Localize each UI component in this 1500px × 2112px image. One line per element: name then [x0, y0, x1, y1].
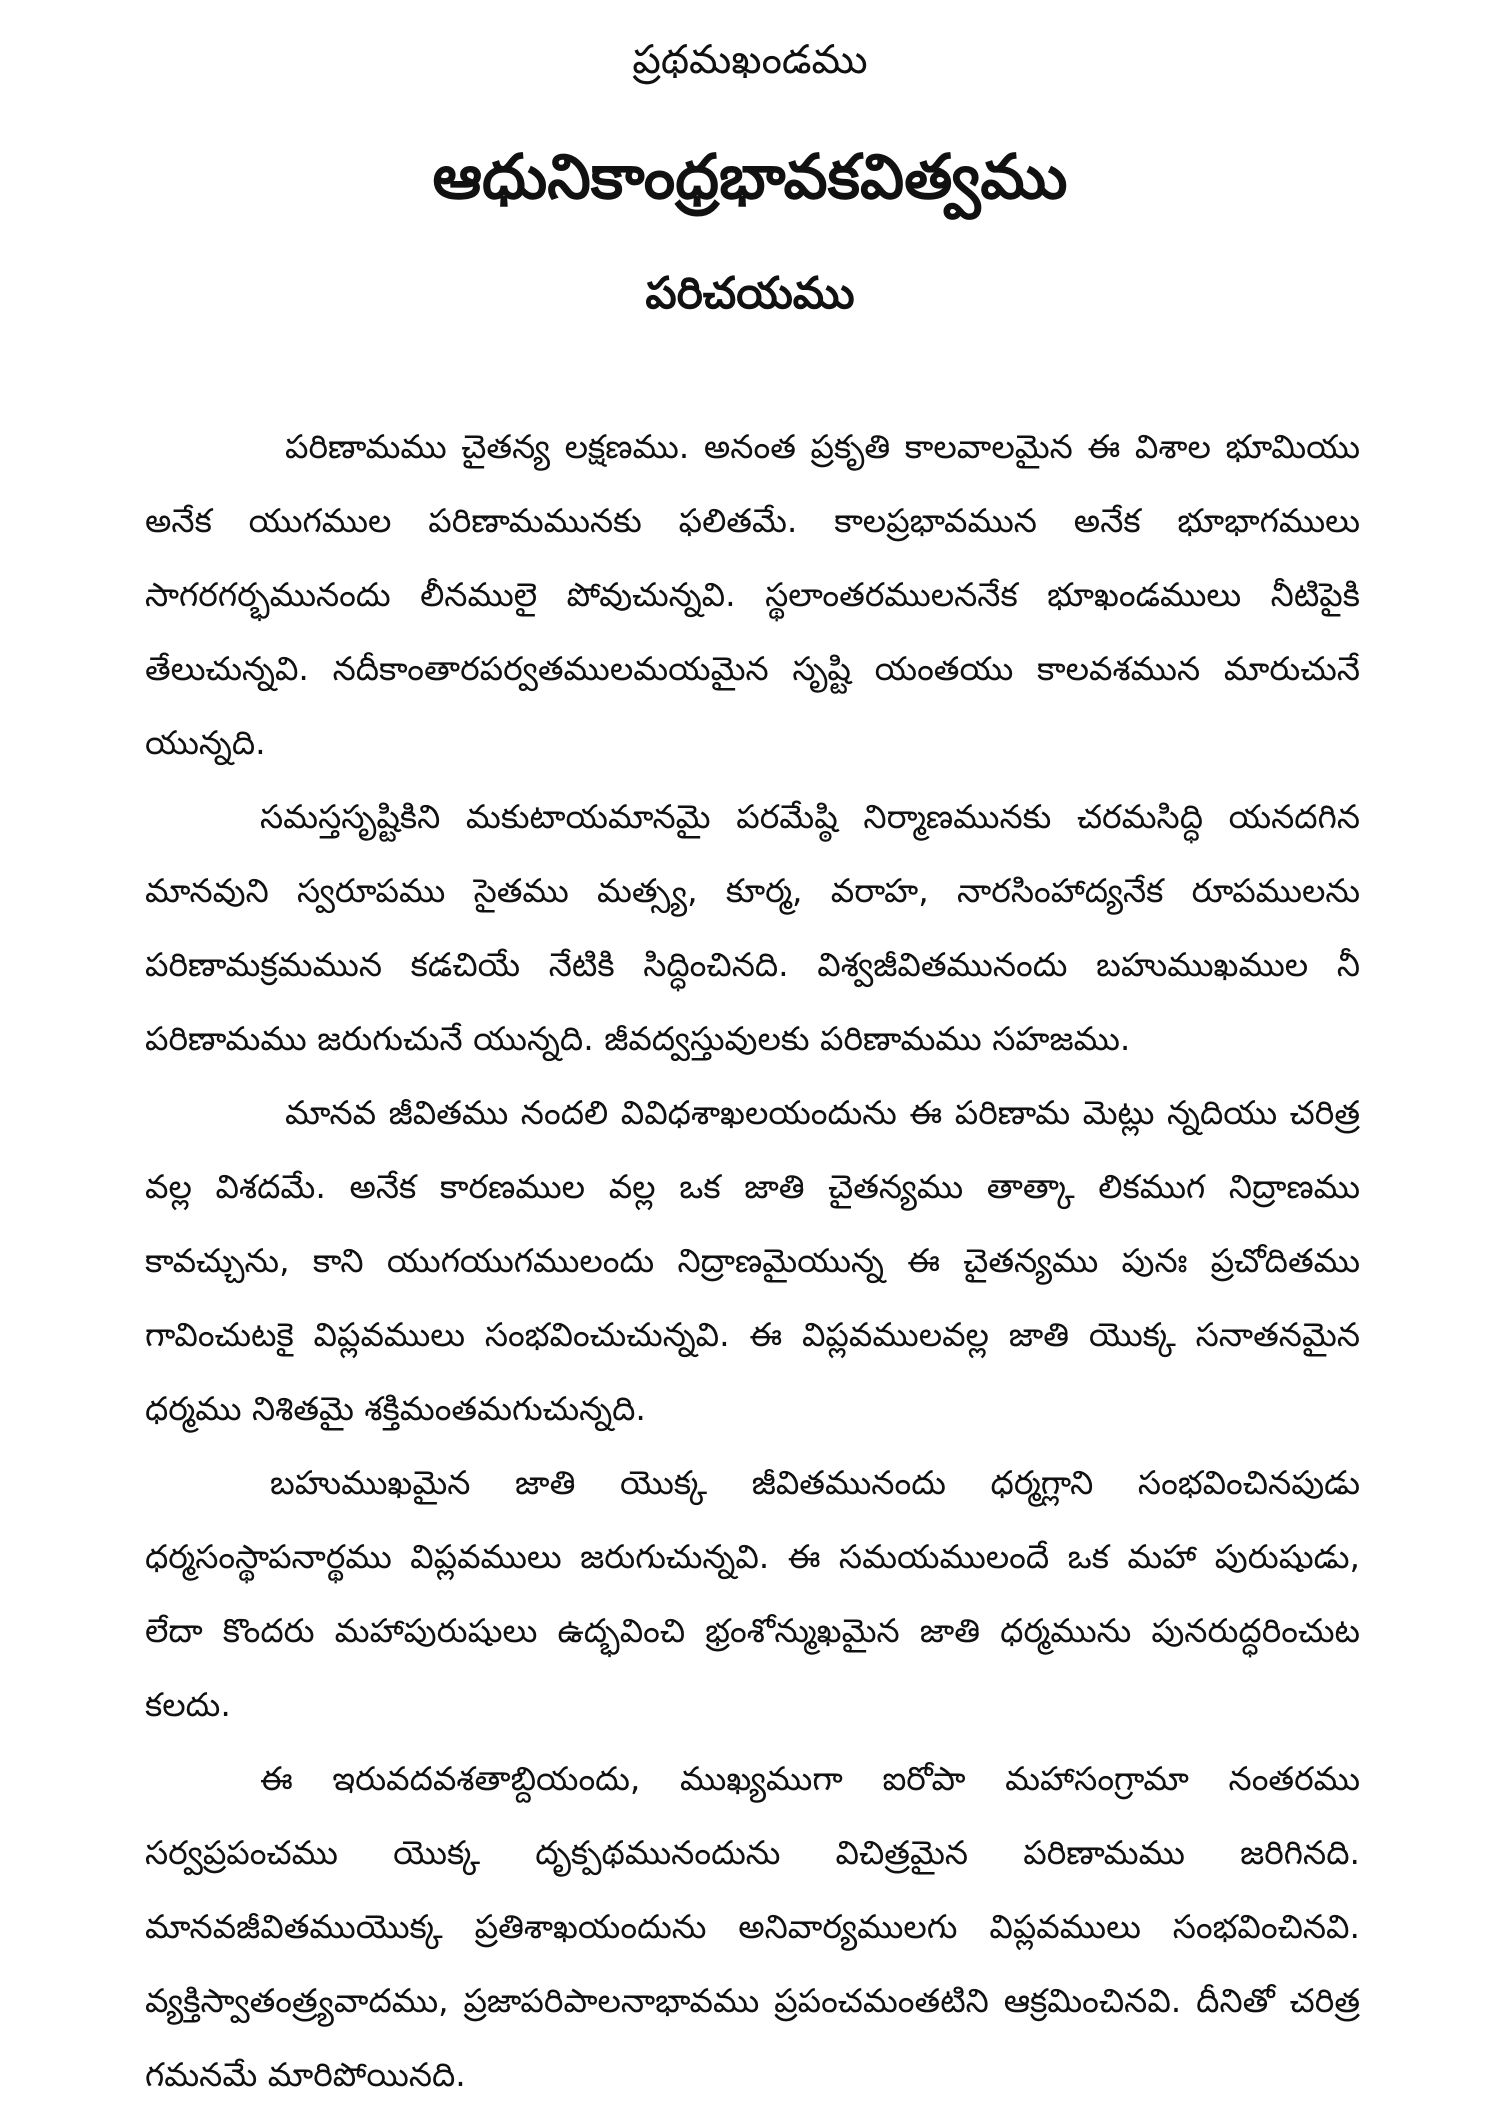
- paragraph-3: మానవ జీవితము నందలి వివిధశాఖలయందును ఈ పరిణామ మెట్లు న్నదియు చరిత్ర వల్ల విశదమే. అనేక కారణముల వల్ల ఒక జాతి చైతన్యము తాత్కా లికముగ నిద్రాణము కావచ్చును, కాని యుగయుగములందు నిద్రాణమైయున్న ఈ చైతన్యము పునః ప్రచోదితము గావించుటకై విప్లవములు సంభవించుచున్నవి. ఈ విప్లవములవల్ల జాతి యొక్క సనాతనమైన ధర్మము నిశితమై శక్తిమంతమగుచున్నది.: [145, 1093, 1360, 1428]
- paragraph-1: పరిణామము చైతన్య లక్షణము. అనంత ప్రకృతి కాలవాలమైన ఈ విశాల భూమియు అనేక యుగముల పరిణామమునకు ఫలితమే. కాలప్రభావమున అనేక భూభాగములు సాగరగర్భమునందు లీనములై పోవుచున్నవి. స్థలాంతరములననేక భూఖండములు నీటిపైకి తేలుచున్నవి. నదీకాంతారపర్వతములమయమైన సృష్టి యంతయు కాలవశమున మారుచునే యున్నది.: [145, 427, 1360, 762]
- paragraph-5: ఈ ఇరువదవశతాబ్దియందు, ముఖ్యముగా ఐరోపా మహాసంగ్రామా నంతరము సర్వప్రపంచము యొక్క దృక్పథమునందును విచిత్రమైన పరిణామము జరిగినది. మానవజీవితముయొక్క ప్రతిశాఖయందును అనివార్యములగు విప్లవములు సంభవించినవి. వ్యక్తిస్వాతంత్ర్యవాదము, ప్రజాపరిపాలనాభావము ప్రపంచమంతటిని ఆక్రమించినవి. దీనితో చరిత్ర గమనమే మారిపోయినది.: [145, 1759, 1360, 2094]
- paragraph-4: బహుముఖమైన జాతి యొక్క జీవితమునందు ధర్మగ్లాని సంభవించినపుడు ధర్మసంస్థాపనార్థము విప్లవములు జరుగుచున్నవి. ఈ సమయములందే ఒక మహా పురుషుడు, లేదా కొందరు మహాపురుషులు ఉద్భవించి భ్రంశోన్ముఖమైన జాతి ధర్మమును పునరుద్ధరించుట కలదు.: [145, 1463, 1360, 1724]
- page-title: ఆధునికాంధ్రభావకవిత్వము: [432, 140, 1068, 213]
- body-text: [145, 410, 1360, 2112]
- chapter-subtitle: పరిచయము: [645, 268, 855, 319]
- paragraph-2: సమస్తసృష్టికిని మకుటాయమానమై పరమేష్ఠి నిర్మాణమునకు చరమసిద్ధి యనదగిన మానవుని స్వరూపము సైతము మత్స్య, కూర్మ, వరాహ, నారసింహాద్యనేక రూపములను పరిణామక్రమమున కడచియే నేటికి సిద్ధించినది. విశ్వజీవితమునందు బహుముఖముల నీ పరిణామము జరుగుచునే యున్నది. జీవద్వస్తువులకు పరిణామము సహజము.: [145, 797, 1360, 1058]
- section-label: ప్రథమఖండము: [632, 37, 868, 83]
